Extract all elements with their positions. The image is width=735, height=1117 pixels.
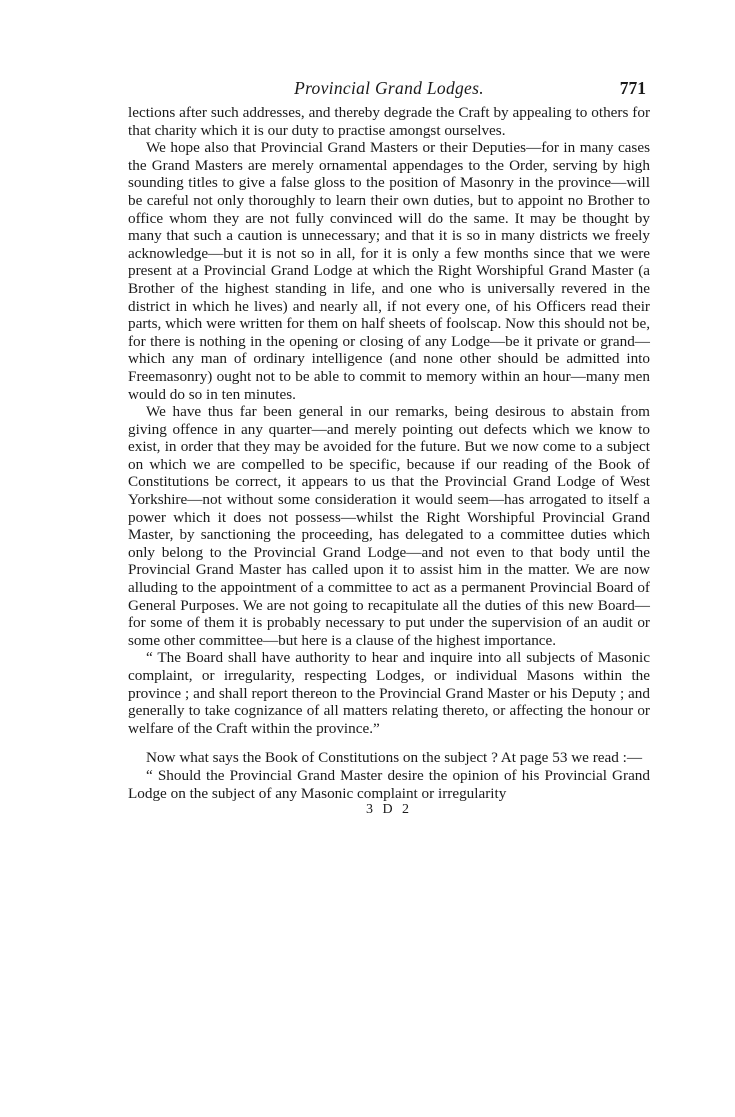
body-text [128, 104, 650, 818]
document-page [128, 78, 650, 818]
paragraph: We have thus far been general in our remarks, being desirous to abstain from giving offence in any quarter—and merely pointing out defects which we know to exist, in order that they may be avoided for the future. But we now come to a subject on which we are compelled to be specific, because if our reading of the Book of Constitutions be correct, it appears to us that the Provincial Grand Lodge of West Yorkshire—not without some consideration it would seem—has arrogated to itself a power which it does not possess—whilst the Right Worshipful Provincial Grand Master, by sanctioning the proceeding, has delegated to a committee duties which only belong to the Provincial Grand Lodge—and not even to that body until the Provincial Grand Master has called upon it to assist him in the matter. We are now alluding to the appointment of a committee to act as a permanent Provincial Board of General Purposes. We are not going to recapitulate all the duties of this new Board—for some of them it is probably necessary to put under the supervision of an audit or some other committee—but here is a clause of the highest importance. [128, 403, 650, 649]
signature-mark: 3 D 2 [365, 802, 413, 818]
block-quote: “ The Board shall have authority to hear and inquire into all subjects of Masonic complaint, or irregularity, respecting Lodges, or individual Masons within the province ; and shall report thereon to the Provincial Grand Master or his Deputy ; and generally to take cognizance of all matters relating thereto, or affecting the honour or welfare of the Craft within the province.” [128, 649, 650, 737]
page-number: 771 [619, 78, 646, 98]
page-header [128, 78, 650, 104]
block-quote: “ Should the Provincial Grand Master desire the opinion of his Provincial Grand Lodge on the subject of any Masonic complaint or irregularity [128, 766, 650, 802]
paragraph: Now what says the Book of Constitutions on the subject ? At page 53 we read :— [146, 749, 643, 767]
paragraph: lections after such addresses, and thereby degrade the Craft by appealing to others for that charity which it is our duty to practise amongst ourselves. [128, 104, 650, 139]
running-head: Provincial Grand Lodges. [294, 78, 484, 98]
paragraph: We hope also that Provincial Grand Masters or their Deputies—for in many cases the Grand Masters are merely ornamental appendages to the Order, serving by high sounding titles to give a false gloss to the position of Masonry in the province—will be careful not only thoroughly to learn their own duties, but to appoint no Brother to office whom they are not fully convinced will do the same. It may be thought by many that such a caution is unnecessary; and that it is so in many districts we freely acknowledge—but it is not so in all, for it is only a few months since that we were present at a Provincial Grand Lodge at which the Right Worshipful Grand Master (a Brother of the highest standing in life, and one who is universally revered in the district in which he lives) and nearly all, if not every one, of his Officers read their parts, which were written for them on half sheets of foolscap. Now this should not be, for there is nothing in the opening or closing of any Lodge—be it private or grand—which any man of ordinary intelligence (and none other should be admitted into Freemasonry) ought not to be able to commit to memory within an hour—many men would do so in ten minutes. [128, 139, 650, 403]
